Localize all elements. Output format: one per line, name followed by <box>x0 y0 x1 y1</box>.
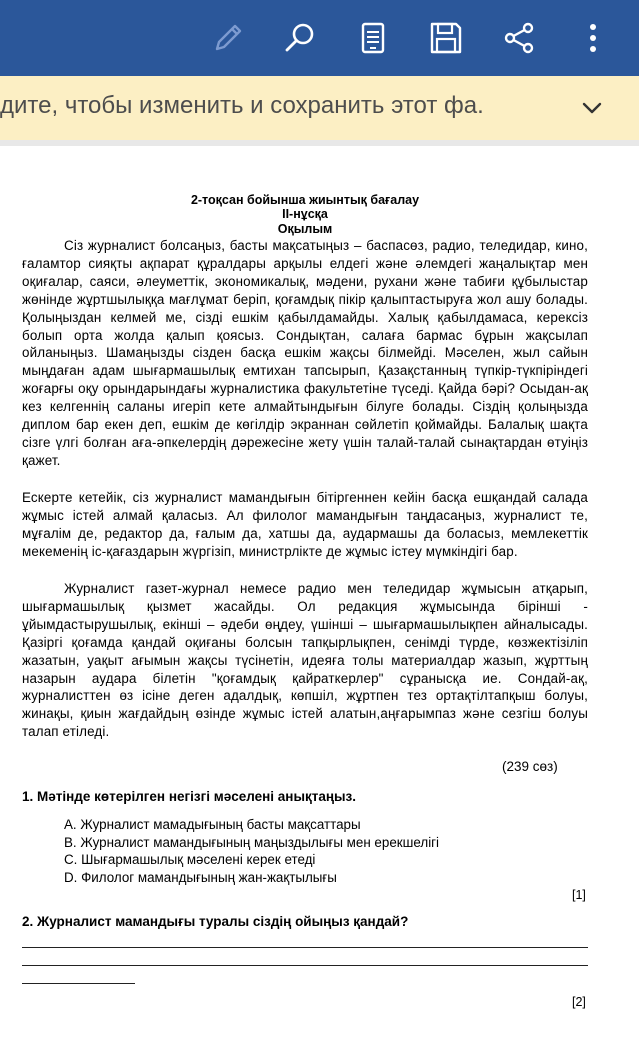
question-2: 2. Журналист мамандығы туралы сіздің ойыңыз қандай? <box>22 914 409 929</box>
option-b: B. Журналист мамандығының маңыздылығы мен ерекшелігі <box>64 834 440 850</box>
paragraph-3: Журналист газет-журнал немесе радио мен теледидар жұмысын атқарып, шығармашылық қызмет жасайды. Ол редакция жұмысында бірінші - ұйымдастырушылық, екінші – әдеби өңдеу, үшінші – шығармашылықпен айналысады. Қазіргі қоғамда қандай оқиғаны болсын тапқырлықпен, сенімді түрде, көзжектізіліп жазатын, уақыт ағымын жақсы түсінетін, идеяға толы материалдар жазып, жұрттың назарын аудара білетін "қоғамдық қайраткерлер" сұранысқа ие. Сондай-ақ, журналисттен өз ісіне деген адалдық, көпшіл, жұртпен тез ортақтілтапқыш болуы, жинақы, қиын жағдайдың өзінде жұмыс істей алатын,аңғарымпаз және сезгіш болуы талап етіледі. <box>22 581 588 740</box>
answer-line <box>22 947 588 948</box>
share-icon[interactable] <box>501 20 537 56</box>
page-gutter <box>0 140 639 146</box>
option-c: C. Шығармашылық мәселені керек етеді <box>64 852 316 868</box>
search-icon[interactable] <box>282 20 318 56</box>
chevron-down-icon[interactable] <box>578 94 606 122</box>
edit-icon[interactable] <box>210 20 246 56</box>
word-count: (239 сөз) <box>502 759 558 774</box>
doc-section: Оқылым <box>277 222 333 236</box>
option-d: D. Филолог мамандығының жан-жақтылығы <box>64 869 337 885</box>
more-icon[interactable] <box>575 20 611 56</box>
question-1: 1. Мәтінде көтерілген негізгі мәселені анықтаңыз. <box>22 789 356 804</box>
app-toolbar <box>0 0 639 76</box>
save-icon[interactable] <box>428 20 464 56</box>
answer-line <box>22 965 588 966</box>
doc-variant: ІІ-нұсқа <box>282 207 328 221</box>
banner-text: дите, чтобы изменить и сохранить этот фа. <box>0 92 484 119</box>
doc-title: 2-тоқсан бойынша жиынтық бағалау <box>190 193 420 207</box>
question-1-options <box>64 816 439 886</box>
question-1-marks: [1] <box>572 888 586 902</box>
paragraph-1: Сіз журналист болсаңыз, басты мақсатыңыз – баспасөз, радио, теледидар, кино, ғаламтор сияқты ақпарат құралдары арқылы елдегі және әлемдегі жаңалықтар мен оқиғалар, саяси, әлеуметтік, экономикалық, мәдени, рухани және табиғи құбылыстар жөнінде жұртшылыққа мағлұмат беріп, қоғамдық пікір қалыптастыруға жол ашу болады. Қолыңыздан келмей ме, сізді ешкім қабылдамайды. Халық қабылдамаса, керексіз болып орта жолда қалып қоясыз. Сондықтан, салаға бармас бұрын жақсылап ойланыңыз. Шамаңызды сізден басқа ешкім жақсы білмейді. Мәселен, жыл сайын мыңдаған адам шығармашылық емтихан тапсырып, Қазақстанның түпкір-түкпіріндегі жоғарғы оқу орындарындағы журналистика факультетіне түседі. Қайда бәрі? Осыдан-ақ кез келгеннің саланы игеріп кете алмайтындығын білуге болады. Сіздің қолыңызда диплом бар екен деп, ешкім де көгілдір экраннан сөйлетіп қоймайды. Балалық шақта сізге үлгі болған аға-әпкелердің дәрежесіне жету үшін талай-талай сынақтардан өтуіңіз қажет. <box>22 238 588 468</box>
option-a: A. Журналист мамадығының басты мақсаттары <box>64 817 361 832</box>
question-2-marks: [2] <box>572 995 586 1009</box>
paragraph-2: Ескерте кетейік, сіз журналист мамандығын бітіргеннен кейін басқа ешқандай салада жұмыс істей алмай қаласыз. Ал филолог мамандығын таңдасаңыз, журналист те, мұғалім де, редактор да, ғалым да, хатшы да, аудармашы да боласыз, мемлекеттік мекеменің іс-қағаздарын жүргізіп, министрлікте де жұмыс істеу мүмкіндігі бар. <box>22 490 588 559</box>
reading-view-icon[interactable] <box>355 20 391 56</box>
edit-banner[interactable] <box>0 76 639 140</box>
answer-line <box>22 983 135 984</box>
